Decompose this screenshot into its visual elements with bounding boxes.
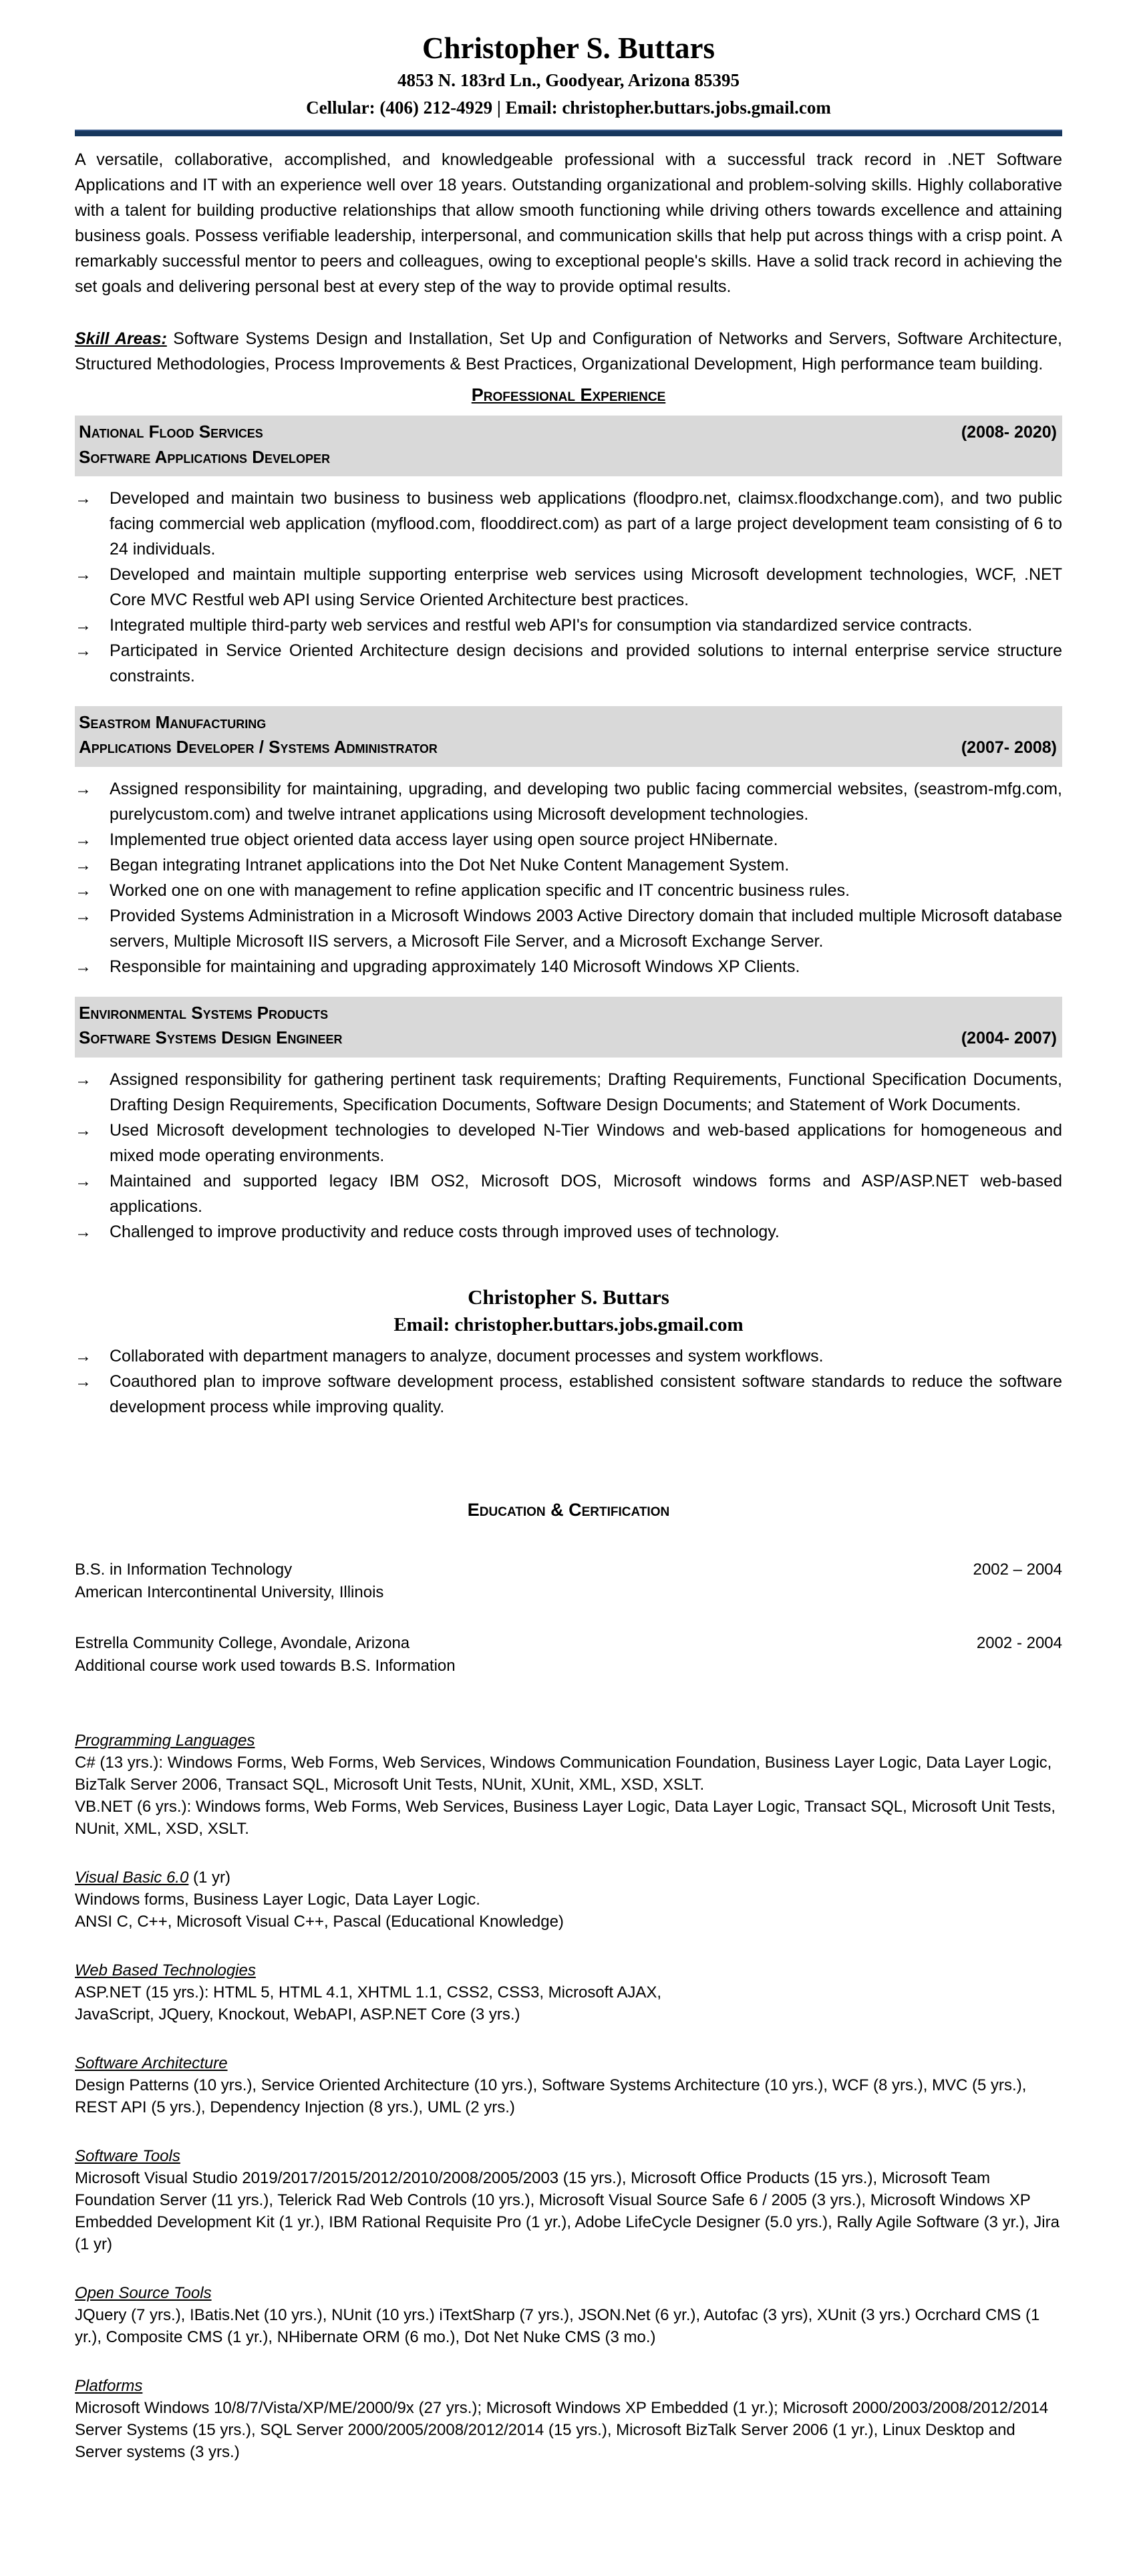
job-dates: (2007- 2008) <box>961 738 1057 757</box>
candidate-email-page2: Email: christopher.buttars.jobs.gmail.com <box>393 1314 744 1335</box>
job-company-row <box>79 1001 1057 1025</box>
bullet-arrow: → <box>75 830 92 849</box>
bullet-arrow: → <box>75 641 92 660</box>
list-item <box>75 1168 1062 1219</box>
skill-line: Microsoft Visual Studio 2019/2017/2015/2012/2010/2008/2005/2003 (15 yrs.), Microsoft Office Products (15 yrs.), Microsoft Team Foundation Server (11 yrs.), Telerick Rad Web Controls (10 yrs.), Microsoft Visual Source Safe 6 / 2005 (3 yrs.), Microsoft Windows XP Embedded Development Kit (1 yr.), IBM Rational Requisite Pro (1 yr.), Adobe LifeCycle Designer (5.0 yrs.), Rally Agile Software (3 yr.), Jira (1 yr) <box>75 2169 1060 2253</box>
job-title: Software Systems Design Engineer <box>79 1027 343 1048</box>
bullet-text: Participated in Service Oriented Architecture design decisions and provided solutions to internal enterprise service structure constraints. <box>110 641 1062 685</box>
list-item <box>75 562 1062 613</box>
skill-block-software-architecture <box>75 2052 1062 2118</box>
candidate-contact: Cellular: (406) 212-4929 | Email: christopher.buttars.jobs.gmail.com <box>306 98 831 118</box>
company-name: Seastrom Manufacturing <box>79 712 267 732</box>
skill-block-heading: Visual Basic 6.0 <box>75 1869 189 1887</box>
skill-line: Windows forms, Business Layer Logic, Data Layer Logic. <box>75 1891 480 1909</box>
list-item <box>75 486 1062 562</box>
bullet-text: Used Microsoft development technologies to developed N-Tier Windows and web-based applications for homogeneous and mixed mode operating environments. <box>110 1121 1062 1165</box>
list-item <box>75 1118 1062 1168</box>
skill-block-heading: Software Architecture <box>75 2054 228 2072</box>
job-bullet-list <box>75 1067 1062 1245</box>
skill-areas-label: Skill Areas: <box>75 329 167 348</box>
skill-line: JavaScript, JQuery, Knockout, WebAPI, ASP.NET Core (3 yrs.) <box>75 2005 520 2024</box>
job-company-row <box>79 420 1057 445</box>
bullet-arrow: → <box>75 1372 92 1391</box>
skills-section <box>75 1730 1062 2463</box>
company-name: National Flood Services <box>79 422 263 442</box>
education-entry-text <box>75 1559 383 1604</box>
education-degree: B.S. in Information Technology <box>75 1561 293 1579</box>
list-item <box>75 1343 1062 1369</box>
bullet-arrow: → <box>75 616 92 635</box>
list-item <box>75 1219 1062 1245</box>
list-item <box>75 1067 1062 1118</box>
candidate-name: Christopher S. Buttars <box>422 31 715 65</box>
skill-block-heading: Open Source Tools <box>75 2284 212 2302</box>
skill-block-heading: Software Tools <box>75 2147 180 2165</box>
job-title-row <box>79 735 1057 760</box>
bullet-text: Developed and maintain two business to business web applications (floodpro.net, claimsx.floodxchange.com), and two public facing commercial web application (myflood.com, flooddirect.com) as part of a large project development team consisting of 6 to 24 individuals. <box>110 489 1062 558</box>
bullet-arrow: → <box>75 1172 92 1190</box>
summary-paragraph: A versatile, collaborative, accomplished, and knowledgeable professional with a successful track record in .NET Software Applications and IT with an experience well over 18 years. Outstanding organizational and problem-solving skills. Highly collaborative with a talent for building productive relationships that allow smooth functioning while driving others towards excellence and attaining business goals. Possess verifiable leadership, interpersonal, and communication skills that help put across things with a crisp point. A remarkably successful mentor to peers and colleagues, owing to exceptional people's skills. Have a solid track record in achieving the set goals and delivering personal best at every step of the way to provide optimal results. <box>75 150 1062 296</box>
job-dates: (2008- 2020) <box>961 423 1057 442</box>
job-title-row <box>79 1025 1057 1051</box>
job-bullet-list <box>75 776 1062 979</box>
job-title: Software Applications Developer <box>79 447 331 467</box>
list-item <box>75 827 1062 852</box>
education-entry <box>75 1559 1062 1604</box>
bullet-text: Assigned responsibility for maintaining, upgrading, and developing two public facing commercial websites, (seastrom-mfg.com, purelycustom.com) and twelve intranet applications using Microsoft development technologies. <box>110 780 1062 824</box>
bullet-text: Began integrating Intranet applications into the Dot Net Nuke Content Management System. <box>110 856 790 874</box>
job-company-row <box>79 710 1057 735</box>
candidate-name-page2: Christopher S. Buttars <box>468 1285 669 1309</box>
bullet-text: Integrated multiple third-party web services and restful web API's for consumption via standardized service contracts. <box>110 616 973 635</box>
skill-block-heading: Platforms <box>75 2377 143 2395</box>
job-band-national-flood-services <box>75 416 1062 476</box>
skill-areas-text: Software Systems Design and Installation, Set Up and Configuration of Networks and Servers, Software Architecture, Structured Methodologies, Process Improvements & Best Practices, Organizational Development, High performance team building. <box>75 329 1062 373</box>
list-item <box>75 903 1062 954</box>
candidate-address: 4853 N. 183rd Ln., Goodyear, Arizona 85395 <box>397 70 740 90</box>
job-bullet-list <box>75 486 1062 689</box>
bullet-text: Implemented true object oriented data access layer using open source project HNibernate. <box>110 830 778 849</box>
list-item <box>75 852 1062 878</box>
job-title-row <box>79 445 1057 470</box>
skill-line: ANSI C, C++, Microsoft Visual C++, Pascal (Educational Knowledge) <box>75 1913 564 1931</box>
education-entry <box>75 1632 1062 1677</box>
education-entry-text <box>75 1632 456 1677</box>
education-note: Additional course work used towards B.S. Information <box>75 1657 456 1675</box>
skill-line: JQuery (7 yrs.), IBatis.Net (10 yrs.), NUnit (10 yrs.) iTextSharp (7 yrs.), JSON.Net (6 yr.), Autofac (3 yrs), XUnit (3 yrs.) Ocrchard CMS (1 yr.), Composite CMS (1 yr.), NHibernate ORM (6 mo.), Dot Net Nuke CMS (3 mo.) <box>75 2306 1040 2346</box>
skill-line: C# (13 yrs.): Windows Forms, Web Forms, Web Services, Windows Communication Foundation, Business Layer Logic, Data Layer Logic, BizTalk Server 2006, Transact SQL, Microsoft Unit Tests, NUnit, XUnit, XML, XSD, XSLT. <box>75 1754 1052 1794</box>
education-school: Estrella Community College, Avondale, Arizona <box>75 1634 410 1652</box>
skill-line: Design Patterns (10 yrs.), Service Oriented Architecture (10 yrs.), Software Systems Architecture (10 yrs.), WCF (8 yrs.), MVC (5 yrs.), REST API (5 yrs.), Dependency Injection (8 yrs.), UML (2 yrs.) <box>75 2076 1027 2116</box>
skill-areas-paragraph <box>75 326 1062 377</box>
bullet-text: Provided Systems Administration in a Microsoft Windows 2003 Active Directory domain that included multiple Microsoft database servers, Multiple Microsoft IIS servers, a Microsoft File Server, and a Microsoft Exchange Server. <box>110 907 1062 951</box>
bullet-arrow: → <box>75 780 92 798</box>
bullet-text: Coauthored plan to improve software development process, established consistent software standards to reduce the software development process while improving quality. <box>110 1372 1062 1416</box>
skill-line: Microsoft Windows 10/8/7/Vista/XP/ME/2000/9x (27 yrs.); Microsoft Windows XP Embedded (1 yr.); Microsoft 2000/2003/2008/2012/2014 Server Systems (15 yrs.), SQL Server 2000/2005/2008/2012/2014 (15 yrs.), Microsoft BizTalk Server 2006 (1 yr.), Linux Desktop and Server systems (3 yrs.) <box>75 2399 1049 2461</box>
skill-block-software-tools <box>75 2145 1062 2255</box>
bullet-text: Maintained and supported legacy IBM OS2, Microsoft DOS, Microsoft windows forms and ASP/ASP.NET web-based applications. <box>110 1172 1062 1216</box>
skill-block-visual-basic: Visual Basic 6.0 (1 yr) Windows forms, Business Layer Logic, Data Layer Logic. ANSI C, C++, Microsoft Visual C++, Pascal (Educational Knowledge) <box>75 1867 1062 1933</box>
list-item <box>75 613 1062 638</box>
page2-bullet-list <box>75 1343 1062 1420</box>
section-heading-education-certification: Education & Certification <box>467 1500 670 1520</box>
header-divider <box>75 130 1062 136</box>
list-item <box>75 878 1062 903</box>
job-dates: (2004- 2007) <box>961 1029 1057 1048</box>
bullet-text: Challenged to improve productivity and reduce costs through improved uses of technology. <box>110 1223 780 1241</box>
resume-header <box>75 29 1062 136</box>
skill-block-open-source-tools <box>75 2282 1062 2348</box>
skill-block-heading: Programming Languages <box>75 1732 255 1750</box>
company-name: Environmental Systems Products <box>79 1003 329 1023</box>
bullet-text: Assigned responsibility for gathering pertinent task requirements; Drafting Requirements, Functional Specification Documents, Drafting Design Requirements, Specification Documents, Software Design Documents; and Statement of Work Documents. <box>110 1070 1062 1114</box>
list-item <box>75 776 1062 827</box>
education-dates: 2002 - 2004 <box>976 1634 1062 1652</box>
bullet-text: Responsible for maintaining and upgrading approximately 140 Microsoft Windows XP Clients. <box>110 957 800 976</box>
bullet-arrow: → <box>75 1070 92 1089</box>
bullet-arrow: → <box>75 1223 92 1241</box>
bullet-arrow: → <box>75 856 92 874</box>
skill-block-heading: Web Based Technologies <box>75 1961 256 1979</box>
bullet-text: Worked one on one with management to refine application specific and IT concentric business rules. <box>110 881 850 900</box>
page2-header <box>75 1283 1062 1338</box>
skill-block-web-based-technologies <box>75 1959 1062 2026</box>
section-heading-professional-experience: Professional Experience <box>471 385 666 405</box>
bullet-arrow: → <box>75 489 92 508</box>
job-band-environmental-systems-products <box>75 997 1062 1058</box>
bullet-arrow: → <box>75 1121 92 1140</box>
list-item <box>75 1369 1062 1420</box>
list-item <box>75 638 1062 689</box>
bullet-arrow: → <box>75 907 92 925</box>
skill-line: VB.NET (6 yrs.): Windows forms, Web Forms, Web Services, Business Layer Logic, Data Layer Logic, Transact SQL, Microsoft Unit Tests, NUnit, XML, XSD, XSLT. <box>75 1798 1056 1838</box>
education-dates: 2002 – 2004 <box>973 1561 1062 1579</box>
bullet-arrow: → <box>75 1347 92 1365</box>
bullet-arrow: → <box>75 565 92 584</box>
skill-line: ASP.NET (15 yrs.): HTML 5, HTML 4.1, XHTML 1.1, CSS2, CSS3, Microsoft AJAX, <box>75 1983 662 2001</box>
job-title: Applications Developer / Systems Administrator <box>79 737 438 757</box>
education-school: American Intercontinental University, Illinois <box>75 1583 384 1601</box>
bullet-arrow: → <box>75 881 92 900</box>
bullet-text: Collaborated with department managers to analyze, document processes and system workflows. <box>110 1347 824 1365</box>
skill-block-platforms <box>75 2375 1062 2463</box>
bullet-text: Developed and maintain multiple supporting enterprise web services using Microsoft development technologies, WCF, .NET Core MVC Restful web API using Service Oriented Architecture best practices. <box>110 565 1062 609</box>
bullet-arrow: → <box>75 957 92 976</box>
job-band-seastrom-manufacturing <box>75 706 1062 767</box>
list-item <box>75 954 1062 979</box>
skill-block-programming-languages <box>75 1730 1062 1840</box>
